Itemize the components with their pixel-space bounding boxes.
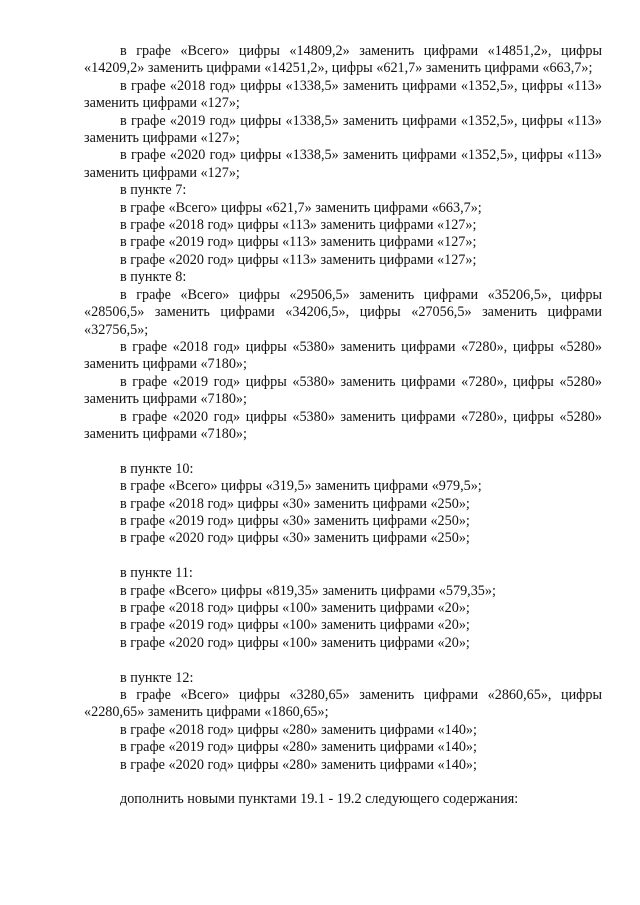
paragraph: в графе «2018 год» цифры «100» заменить цифрами «20»; bbox=[120, 599, 470, 616]
paragraph: в графе «Всего» цифры «319,5» заменить цифрами «979,5»; bbox=[120, 478, 482, 495]
paragraph: в графе «Всего» цифры «3280,65» заменить цифрами «2860,65», цифры «2280,65» заменить цифрами «1860,65»; bbox=[84, 686, 602, 721]
paragraph: в графе «2019 год» цифры «280» заменить цифрами «140»; bbox=[120, 739, 477, 756]
document-page bbox=[84, 43, 602, 809]
section-heading: в пункте 7: bbox=[120, 182, 187, 199]
paragraph: в графе «2018 год» цифры «30» заменить цифрами «250»; bbox=[120, 495, 470, 512]
paragraph: в графе «2018 год» цифры «5380» заменить цифрами «7280», цифры «5280» заменить цифрами «7180»; bbox=[84, 338, 602, 373]
paragraph: в графе «2019 год» цифры «1338,5» заменить цифрами «1352,5», цифры «113» заменить цифрами «127»; bbox=[84, 112, 602, 147]
blank-line bbox=[84, 443, 602, 460]
paragraph: в графе «2019 год» цифры «113» заменить цифрами «127»; bbox=[120, 234, 477, 251]
paragraph: в графе «2020 год» цифры «280» заменить цифрами «140»; bbox=[120, 756, 477, 773]
paragraph: в графе «2020 год» цифры «113» заменить цифрами «127»; bbox=[120, 251, 477, 268]
paragraph: в графе «2020 год» цифры «5380» заменить цифрами «7280», цифры «5280» заменить цифрами «7180»; bbox=[84, 408, 602, 442]
paragraph: в графе «Всего» цифры «621,7» заменить цифрами «663,7»; bbox=[120, 199, 482, 216]
paragraph: в графе «2018 год» цифры «113» заменить цифрами «127»; bbox=[120, 217, 477, 234]
paragraph: в графе «Всего» цифры «29506,5» заменить цифрами «35206,5», цифры «28506,5» заменить цифрами «34206,5», цифры «27056,5» заменить цифрами «32756,5»; bbox=[84, 286, 602, 338]
blank-line bbox=[84, 548, 602, 565]
section-heading: в пункте 11: bbox=[120, 565, 193, 582]
paragraph: в графе «Всего» цифры «14809,2» заменить цифрами «14851,2», цифры «14209,2» заменить цифрами «14251,2», цифры «621,7» заменить цифрами «663,7»; bbox=[84, 43, 602, 77]
section-heading: в пункте 8: bbox=[120, 269, 187, 286]
paragraph: в графе «2019 год» цифры «30» заменить цифрами «250»; bbox=[120, 512, 470, 529]
blank-line bbox=[84, 774, 602, 791]
section-heading: в пункте 12: bbox=[120, 669, 194, 686]
closing-paragraph: дополнить новыми пунктами 19.1 - 19.2 следующего содержания: bbox=[120, 791, 519, 808]
section-heading: в пункте 10: bbox=[120, 460, 194, 477]
paragraph: в графе «2020 год» цифры «1338,5» заменить цифрами «1352,5», цифры «113» заменить цифрами «127»; bbox=[84, 147, 602, 181]
paragraph: в графе «2020 год» цифры «100» заменить цифрами «20»; bbox=[120, 634, 470, 651]
blank-line bbox=[84, 652, 602, 669]
paragraph: в графе «2019 год» цифры «100» заменить цифрами «20»; bbox=[120, 617, 470, 634]
paragraph: в графе «Всего» цифры «819,35» заменить цифрами «579,35»; bbox=[120, 582, 496, 599]
paragraph: в графе «2019 год» цифры «5380» заменить цифрами «7280», цифры «5280» заменить цифрами «7180»; bbox=[84, 373, 602, 408]
paragraph: в графе «2018 год» цифры «1338,5» заменить цифрами «1352,5», цифры «113» заменить цифрами «127»; bbox=[84, 77, 602, 112]
paragraph: в графе «2018 год» цифры «280» заменить цифрами «140»; bbox=[120, 721, 477, 738]
paragraph: в графе «2020 год» цифры «30» заменить цифрами «250»; bbox=[120, 530, 470, 547]
